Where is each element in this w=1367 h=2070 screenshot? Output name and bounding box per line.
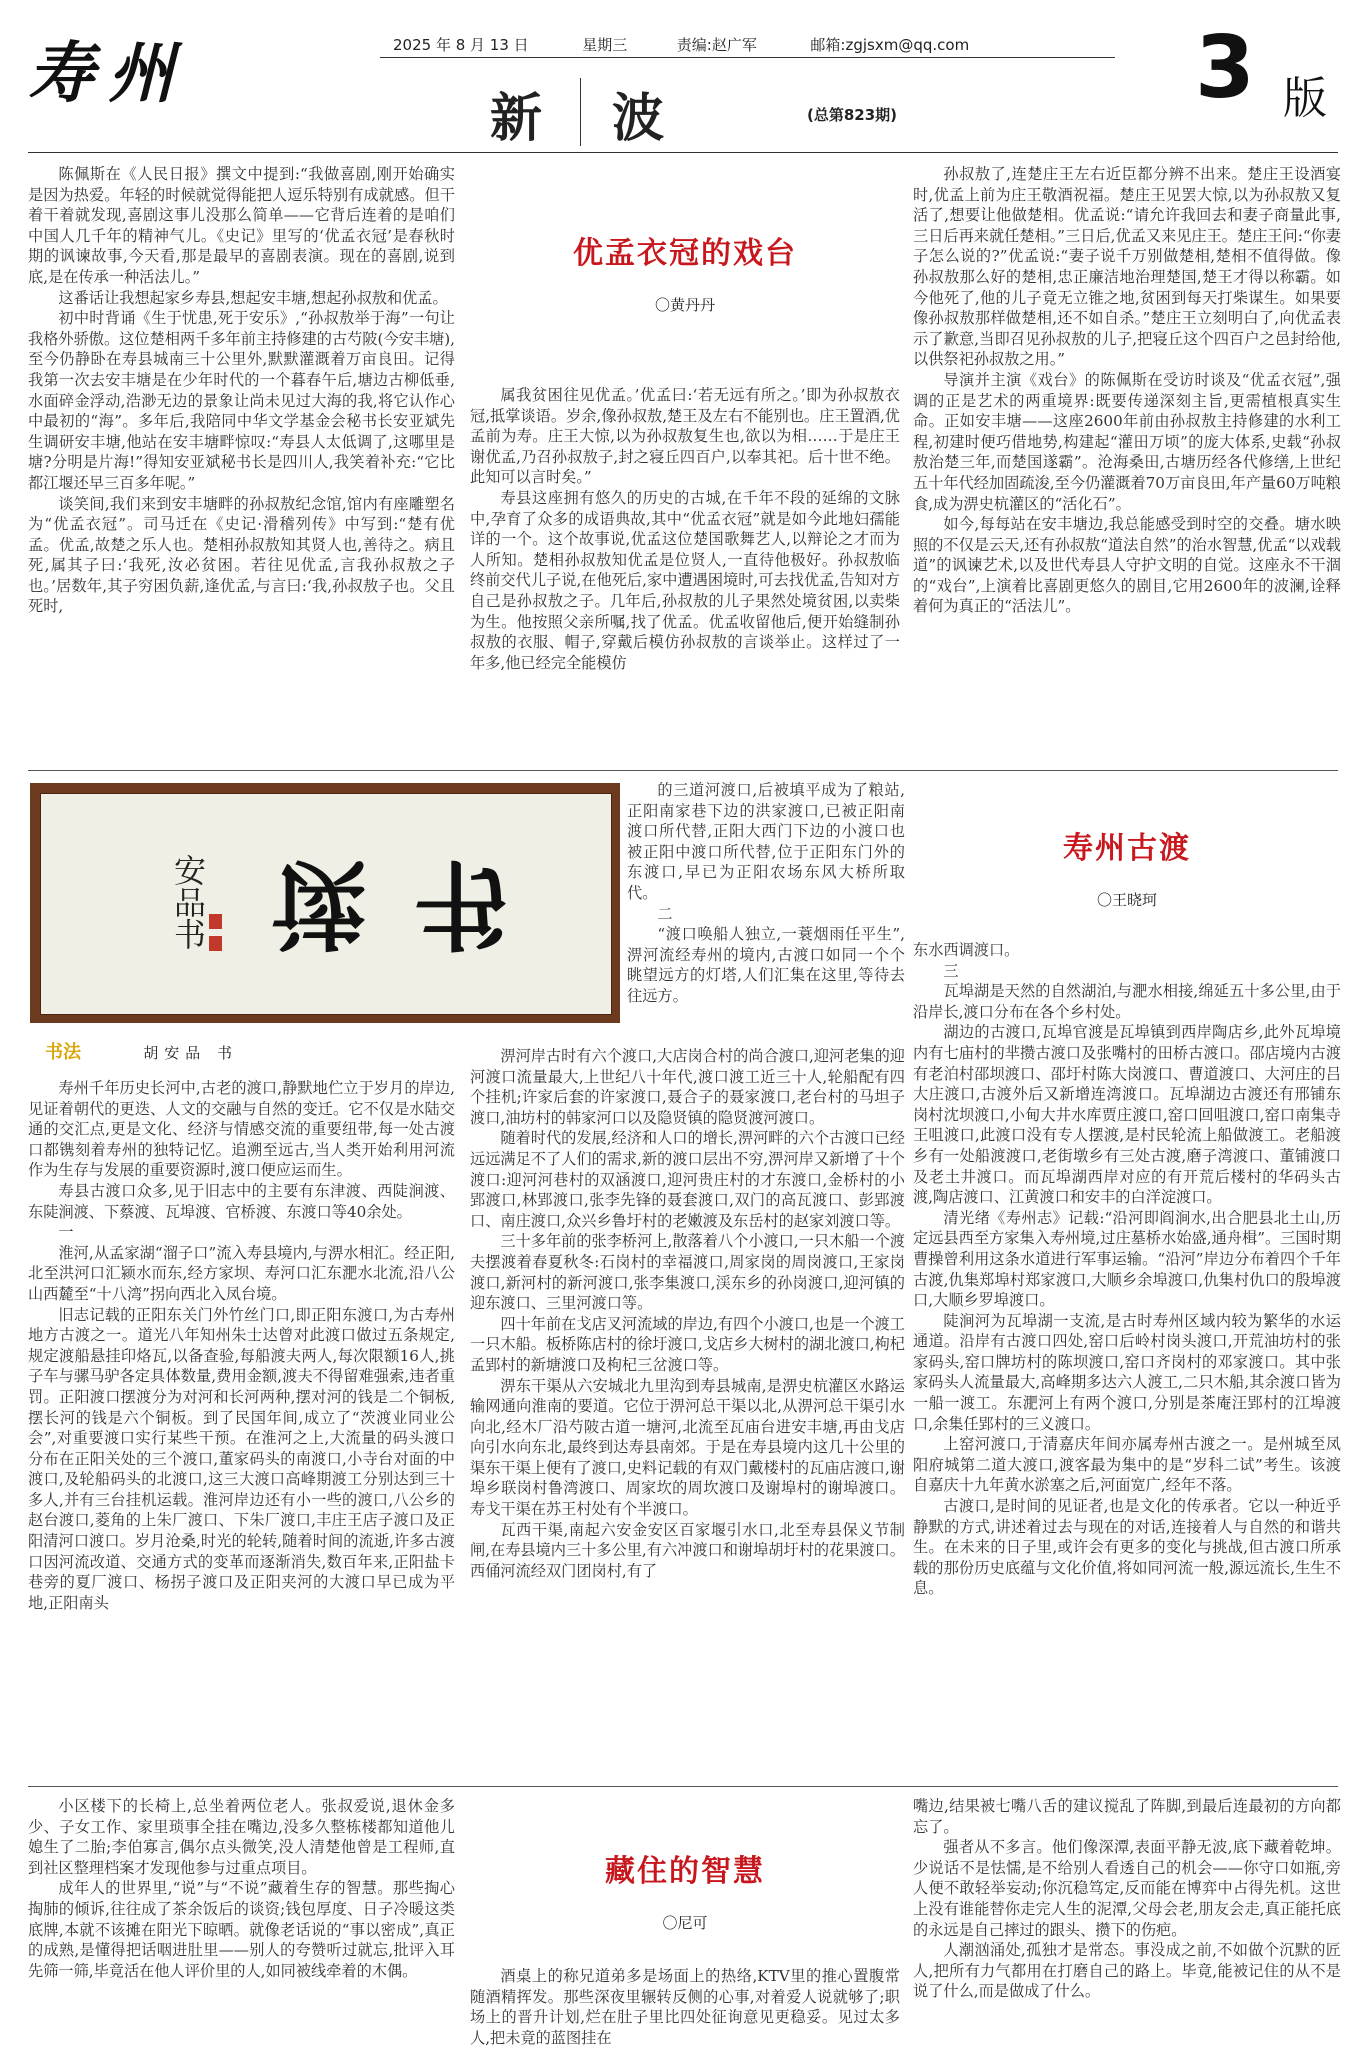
calligraphy-label-row bbox=[45, 1038, 238, 1064]
article2-col2-continued bbox=[470, 1046, 905, 1766]
paragraph: 孙叔敖了,连楚庄王左右近臣都分辨不出来。楚庄王设酒宴时,优孟上前为庄王敬酒祝福。楚庄王见罢大惊,以为孙叔敖又复活了,想要让他做楚相。优孟说:“请允许我回去和妻子商量此事,三日后再来就任楚相。”三日后,优孟又来见庄王。楚庄王问:“你妻子怎么说的?”优孟说:“妻子说千万别做楚相,楚相不值得做。像孙叔敖那么好的楚相,忠正廉洁地治理楚国,楚王才得以称霸。如今他死了,他的儿子竟无立锥之地,贫困到每天打柴谋生。如果要像孙叔敖那样做楚相,还不如自杀。”楚庄王立刻明白了,向优孟表示了歉意,当即召见孙叔敖的儿子,把寝丘这个四百户之邑封给他,以供祭祀孙叔敖之用。” bbox=[913, 165, 1341, 369]
paragraph: 如今,每每站在安丰塘边,我总能感受到时空的交叠。塘水映照的不仅是云天,还有孙叔敖“道法自然”的治水智慧,优孟“以戏载道”的讽谏艺术,以及世代寿县人守护文明的自觉。这座永不干涸的“戏台”,上演着比喜剧更悠久的剧目,它用2600年的波澜,诠释着何为真正的“活法儿”。 bbox=[913, 515, 1341, 616]
scroll-mount bbox=[40, 793, 612, 1015]
article3-col3 bbox=[913, 1796, 1341, 2064]
article3-title: 藏住的智慧 bbox=[605, 1854, 765, 1889]
paragraph: 陡涧河为瓦埠湖一支流,是古时寿州区域内较为繁华的水运通道。沿岸有古渡口四处,窑口后岭村岗头渡口,开荒油坊村的张家码头,窑口牌坊村的陈坝渡口,窑口齐岗村的邓家渡口。其中张家码头人流量最大,高峰期多达六人渡工,二只木船,其余渡口皆为一船一渡工。东淝河上有两个渡口,分别是茶庵汪郢村的江埠渡口,余集任郢村的三义渡口。 bbox=[913, 1311, 1341, 1433]
article2-col1 bbox=[28, 1078, 455, 1766]
paragraph: 的三道河渡口,后被填平成为了粮站,正阳南家巷下边的洪家渡口,已被正阳南渡口所代替,正阳大西门下边的小渡口也被正阳中渡口所代替,位于正阳东门外的东渡口,早已为正阳农场东风大桥所取代。 bbox=[627, 781, 905, 902]
paragraph: 旧志记载的正阳东关门外竹丝门口,即正阳东渡口,为古寿州地方古渡之一。道光八年知州朱士达曾对此渡口做过五条规定,规定渡船悬挂印烙瓦,以备查验,每船渡夫两人,每次限额16人,挑子车与骡马驴各定具体数量,费用金额,渡夫不得留难强索,违者重罚。正阳渡口摆渡分为对河和长河两种,摆对河的钱是二个铜板,摆长河的钱是六个铜板。到了民国年间,成立了“茨渡业同业公会”,对重要渡口实行某些干预。在淮河之上,大流量的码头渡口分布在正阳关处的三个渡口,董家码头的南渡口,小寺台对面的中渡口,及轮船码头的北渡口,这三大渡口高峰期渡工分别达到三十多人,并有三台挂机运载。淮河岸边还有小一些的渡口,八公乡的赵台渡口,菱角的上朱厂渡口、下朱厂渡口,丰庄王店子渡口及正阳清河口渡口。岁月沧桑,时光的轮转,随着时间的流逝,许多古渡口因河流改道、交通方式的变革而逐渐消失,数百年来,正阳盐卡巷旁的夏厂渡口、杨拐子渡口及正阳夹河的大渡口早已成为平地,正阳南头 bbox=[28, 1305, 455, 1612]
article1-header bbox=[470, 228, 900, 315]
editor-email: 邮箱:zgjsxm@qq.com bbox=[810, 36, 970, 54]
section-rule-2 bbox=[28, 1786, 1338, 1787]
section-numeral: 二 bbox=[657, 904, 673, 923]
article3-header bbox=[470, 1846, 900, 1933]
article3-author: 〇尼可 bbox=[662, 1914, 708, 1932]
article3-col2 bbox=[470, 1966, 900, 2064]
masthead-top-rule bbox=[380, 57, 1115, 58]
page-editor: 责编:赵广军 bbox=[676, 36, 757, 54]
paragraph: 强者从不多言。他们像深潭,表面平静无波,底下藏着乾坤。少说话不是怯懦,是不给别人看透自己的机会——你守口如瓶,旁人便不敢轻举妄动;你沉稳笃定,反而能在博弈中占得先机。这世上没有谁能替你走完人生的泥潭,父母会老,朋友会走,真正能托底的永远是自己摔过的跟头、攒下的伤疤。 bbox=[913, 1838, 1341, 1939]
paragraph: 陈佩斯在《人民日报》撰文中提到:“我做喜剧,刚开始确实是因为热爱。年轻的时候就觉得能把人逗乐特别有成就感。但干着干着就发现,喜剧这事儿没那么简单——它背后连着的是咱们中国人几千年的精神气儿。《史记》里写的‘优孟衣冠’是春秋时期的讽谏故事,今天看,那是最早的喜剧表演。现在的喜剧,说到底,是在传承一种活法儿。” bbox=[28, 165, 455, 286]
masthead-bottom-rule bbox=[28, 152, 1338, 153]
paragraph: 初中时背诵《生于忧患,死于安乐》,“孙叔敖举于海”一句让我格外骄傲。这位楚相两千多年前主持修建的古芍陂(今安丰塘),至今仍静卧在寿县城南三十公里外,默默灌溉着万亩良田。记得我第一次去安丰塘是在少年时代的一个暮春午后,塘边古柳低垂,水面碎金浮动,浩渺无边的景象让尚未见过大海的我,将它认作心中最初的“海”。多年后,我陪同中华文学基金会秘书长安亚斌先生调研安丰塘,他站在安丰塘畔惊叹:“寿县人太低调了,这哪里是塘?分明是片海!”得知安亚斌秘书长是四川人,我笑着补充:“它比都江堰还早三百多年呢。” bbox=[28, 309, 455, 492]
article1-author: 〇黄丹丹 bbox=[654, 296, 715, 314]
paragraph: 属我贫困往见优孟。’优孟曰:‘若无远有所之。’即为孙叔敖衣冠,抵掌谈语。岁余,像孙叔敖,楚王及左右不能别也。庄王置酒,优孟前为寿。庄王大惊,以为孙叔敖复生也,欲以为相……于是庄王谢优孟,乃召孙叔敖子,封之寝丘四百户,以奉其祀。后十世不绝。此知可以言时矣。” bbox=[470, 386, 900, 487]
issue-date: 2025 年 8 月 13 日 bbox=[393, 36, 529, 54]
section-char-1: 新 bbox=[490, 88, 543, 149]
article1-col3 bbox=[913, 164, 1341, 756]
paragraph: “渡口唤船人独立,一蓑烟雨任平生”,淠河流经寿州的境内,古渡口如同一个个眺望远方的灯塔,人们汇集在这里,等待去往远方。 bbox=[627, 925, 905, 1005]
paragraph: 随着时代的发展,经济和人口的增长,淠河畔的六个古渡口已经远远满足不了人们的需求,新的渡口层出不穷,淠河岸又新增了十个渡口:迎河河巷村的双涵渡口,迎河贵庄村的才东渡口,金桥村的小郢渡口,林郢渡口,张李先锋的聂套渡口,双门的高瓦渡口、彭郢渡口、南庄渡口,众兴乡鲁圩村的老嫩渡及东岳村的赵家刘渡口等。 bbox=[470, 1129, 905, 1230]
paragraph: 寿县古渡口众多,见于旧志中的主要有东津渡、西陡涧渡、东陡涧渡、下蔡渡、瓦埠渡、官桥渡、东渡口等40余处。 bbox=[28, 1181, 455, 1221]
paragraph: 谈笑间,我们来到安丰塘畔的孙叔敖纪念馆,馆内有座雕塑名为“优孟衣冠”。司马迁在《史记·滑稽列传》中写到:“楚有优孟。优孟,故楚之乐人也。楚相孙叔敖知其贤人也,善待之。病且死,属其子曰:‘我死,汝必贫困。若往见优孟,言我孙叔敖之子也。’居数年,其子穷困负薪,逢优孟,与言曰:‘我,孙叔敖子也。父且死时, bbox=[28, 494, 455, 616]
section-divider bbox=[580, 78, 581, 146]
paragraph: 三十多年前的张李桥河上,散落着八个小渡口,一只木船一个渡夫摆渡着春夏秋冬:石岗村的幸福渡口,周家岗的周岗渡口,王家岗渡口,新河村的新河渡口,张李集渡口,渓东乡的孙岗渡口,迎河镇的迎东渡口、三里河渡口等。 bbox=[470, 1232, 905, 1313]
paragraph: 淠东干渠从六安城北九里沟到寿县城南,是淠史杭灌区水路运输网通向淮南的要道。它位于淠河总干渠以北,从淠河总干渠引水向北,经木厂沿芍陂古道一塘河,北流至瓦庙台进安丰塘,再由戈店向引水向东北,最终到达寿县南郊。于是在寿县境内这几十公里的渠东干渠上便有了渡口,史料记载的有双门戴楼村的瓦庙店渡口,谢埠乡联岗村鲁湾渡口、周家坎的周坎渡口及谢埠村的谢埠渡口。寿戈干渠在苏王村处有个半渡口。 bbox=[470, 1376, 905, 1519]
article2-col2 bbox=[627, 780, 905, 1005]
paragraph: 成年人的世界里,“说”与“不说”藏着生存的智慧。那些掏心掏肺的倾诉,往往成了茶余饭后的谈资;钱包厚度、日子冷暖这类底牌,本就不该摊在阳光下晾晒。就像老话说的“事以密成”,真正的成熟,是懂得把话咽进肚里——别人的夸赞听过就忘,批评入耳先筛一筛,毕竟活在他人评价里的人,如同被线牵着的木偶。 bbox=[28, 1879, 455, 1980]
paragraph: 寿州千年历史长河中,古老的渡口,静默地伫立于岁月的岸边,见证着朝代的更迭、人文的交融与自然的变迁。它不仅是水陆交通的交汇点,更是文化、经济与情感交流的重要纽带,每一处古渡口都镌刻着寿州的独特记忆。追溯至远古,当人类开始利用河流作为生存与发展的重要资源时,渡口便应运而生。 bbox=[28, 1079, 455, 1180]
calligraphy-artwork bbox=[30, 783, 620, 1023]
paragraph: 淮河,从孟家湖“溜子口”流入寿县境内,与淠水相汇。经正阳,北至洪河口汇颍水而东,经方家坝、寿河口汇东淝水北流,沿八公山西麓至“十八湾”拐向西北入凤台境。 bbox=[28, 1243, 455, 1303]
paragraph: 上窑河渡口,于清嘉庆年间亦属寿州古渡之一。是州城至凤阳府城第二道大渡口,渡客最为集中的是“岁科二试”考生。该渡自嘉庆十九年黄水淤塞之后,河面宽广,经年不落。 bbox=[913, 1435, 1341, 1495]
seal-stamp bbox=[209, 936, 222, 951]
paragraph: 古渡口,是时间的见证者,也是文化的传承者。它以一种近乎静默的方式,讲述着过去与现在的对话,连接着人与自然的和谐共生。在未来的日子里,或许会有更多的变化与挑战,但古渡口所承载的那份历史底蕴与文化价值,将如同河流一般,源远流长,生生不息。 bbox=[913, 1497, 1341, 1598]
article3-col1 bbox=[28, 1796, 455, 2064]
paragraph: 瓦埠湖是天然的自然湖泊,与淝水相接,绵延五十多公里,由于沿岸长,渡口分布在各个乡村处。 bbox=[913, 982, 1341, 1021]
article1-col2 bbox=[470, 385, 900, 757]
paragraph: 清光绪《寿州志》记载:“沿河即阎涧水,出合肥县北土山,历定远县西至方家集入寿州境,过庄墓桥水始盛,通舟楫”。三国时期曹操曾利用这条水道进行军事运输。“沿河”岸边分布着四个千年古渡,仇集郑埠村郑家渡口,大顺乡余埠渡口,仇集村仇口的殷埠渡口,大顺乡罗埠渡口。 bbox=[913, 1208, 1341, 1310]
paper-name-logo: 寿州 bbox=[28, 34, 188, 112]
issue-weekday: 星期三 bbox=[582, 36, 628, 54]
section-char-2: 波 bbox=[612, 88, 665, 149]
calligraphy-signature: 安品书 bbox=[169, 854, 207, 950]
article1-col1 bbox=[28, 164, 455, 756]
issue-number: (总第823期) bbox=[807, 106, 898, 124]
page-label: 版 bbox=[1283, 73, 1327, 124]
article2-author: 〇王晓珂 bbox=[1096, 891, 1157, 909]
page-number: 3 bbox=[1195, 18, 1255, 118]
paragraph: 淠河岸古时有六个渡口,大店岗合村的尚合渡口,迎河老集的迎河渡口流量最大,上世纪八十年代,渡口渡工近三十人,轮船配有四个挂机;许家后套的许家渡口,聂合子的聂家渡口,老台村的马坦子渡口,油坊村的韩家河口以及隐贤镇的隐贤渡河渡口。 bbox=[470, 1047, 905, 1127]
section-numeral: 一 bbox=[58, 1223, 74, 1242]
seal-stamp bbox=[209, 914, 222, 929]
paragraph: 湖边的古渡口,瓦埠官渡是瓦埠镇到西岸陶店乡,此外瓦埠境内有七庙村的芈攒古渡口及张嘴村的田桥古渡口。邵店境内古渡有老泊村邵坝渡口、邵圩村陈大岗渡口、曹道渡口、大河庄的吕大庄渡口,古渡外后又新增连湾渡口。瓦埠湖边古渡还有邢铺东岗村沈坝渡口,小甸大井水库贾庄渡口,窑口回咀渡口,窑口南集寺王咀渡口,此渡口没有专人摆渡,是村民轮流上船做渡工。老船渡乡有一处船渡渡口,老街墩乡有三处古渡,磨子湾渡口、董铺渡口及老土井渡口。而瓦埠湖西岸对应的有开荒后楼村的华码头古渡,陶店渡口、江黄渡口和安丰的白洋淀渡口。 bbox=[913, 1023, 1341, 1207]
paragraph: 四十年前在戈店叉河流域的岸边,有四个小渡口,也是一个渡工一只木船。板桥陈店村的徐圩渡口,戈店乡大树村的湖北渡口,枸杞孟郢村的新塘渡口及枸杞三岔渡口等。 bbox=[470, 1314, 905, 1374]
article2-header bbox=[913, 823, 1341, 910]
paragraph: 寿县这座拥有悠久的历史的古城,在千年不段的延绵的文脉中,孕育了众多的成语典故,其中“优孟衣冠”就是如今此地妇孺能详的一个。这个故事说,优孟这位楚国歌舞艺人,以辩论之才而为人所知。楚相孙叔敖知优孟是位贤人,一直待他极好。孙叔敖临终前交代儿子说,在他死后,家中遭遇困境时,可去找优孟,告知对方自己是孙叔敖之子。几年后,孙叔敖的儿子果然处境贫困,以卖柴为生。他按照父亲所嘱,找了优孟。优孟收留他后,便开始缝制孙叔敖的衣服、帽子,穿戴后模仿孙叔敖的言谈举止。这样过了一年多,他已经完全能模仿 bbox=[470, 488, 900, 672]
paragraph: 导演并主演《戏台》的陈佩斯在受访时谈及“优孟衣冠”,强调的正是艺术的两重境界:既要传递深刻主旨,更需植根真实生命。正如安丰塘——这座2600年前由孙叔敖主持修建的水利工程,初建时便巧借地势,构建起“灌田万顷”的庞大体系,史载“孙叔敖治楚三年,而楚国遂霸”。沧海桑田,古塘历经各代修缮,上世纪五十年代经加固疏浚,至今仍灌溉着70万亩良田,年产量60万吨粮食,成为淠史杭灌区的“活化石”。 bbox=[913, 370, 1341, 513]
section-rule-1 bbox=[28, 770, 1338, 771]
paragraph: 嘴边,结果被七嘴八舌的建议搅乱了阵脚,到最后连最初的方向都忘了。 bbox=[913, 1797, 1341, 1836]
paragraph: 东水西调渡口。 bbox=[913, 941, 1020, 959]
paragraph: 小区楼下的长椅上,总坐着两位老人。张叔爱说,退休金多少、子女工作、家里琐事全挂在嘴边,没多久整栋楼都知道他儿媳生了二胎;李伯寡言,偶尔点头微笑,没人清楚他曾是工程师,直到社区整理档案才发现他参与过重点项目。 bbox=[28, 1797, 455, 1877]
masthead bbox=[0, 0, 1367, 160]
paragraph: 酒桌上的称兄道弟多是场面上的热络,KTV里的推心置腹常随酒精挥发。那些深夜里辗转反侧的心事,对着爱人说就够了;职场上的晋升计划,烂在肚子里比四处征询意见更稳妥。见过太多人,把未竟的蓝图挂在 bbox=[470, 1967, 900, 2047]
paragraph: 这番话让我想起家乡寿县,想起安丰塘,想起孙叔敖和优孟。 bbox=[58, 288, 448, 307]
calligraphy-label: 书法 bbox=[45, 1042, 81, 1063]
article2-col3 bbox=[913, 940, 1341, 1766]
calligraphy-main-text: 读书 bbox=[271, 847, 555, 960]
section-numeral: 三 bbox=[943, 961, 959, 980]
article2-title: 寿州古渡 bbox=[1063, 831, 1191, 866]
article1-title: 优孟衣冠的戏台 bbox=[573, 236, 797, 271]
paragraph: 人潮汹涌处,孤独才是常态。事没成之前,不如做个沉默的匠人,把所有力气都用在打磨自己的路上。毕竟,能被记住的从不是说了什么,而是做成了什么。 bbox=[913, 1941, 1341, 2001]
paragraph: 瓦西干渠,南起六安金安区百家堰引水口,北至寿县保义节制闸,在寿县境内三十多公里,有六冲渡口和谢埠胡圩村的花果渡口。西俑河流经双门团岗村,有了 bbox=[470, 1520, 905, 1580]
calligraphy-credit: 胡安品 书 bbox=[143, 1044, 238, 1062]
